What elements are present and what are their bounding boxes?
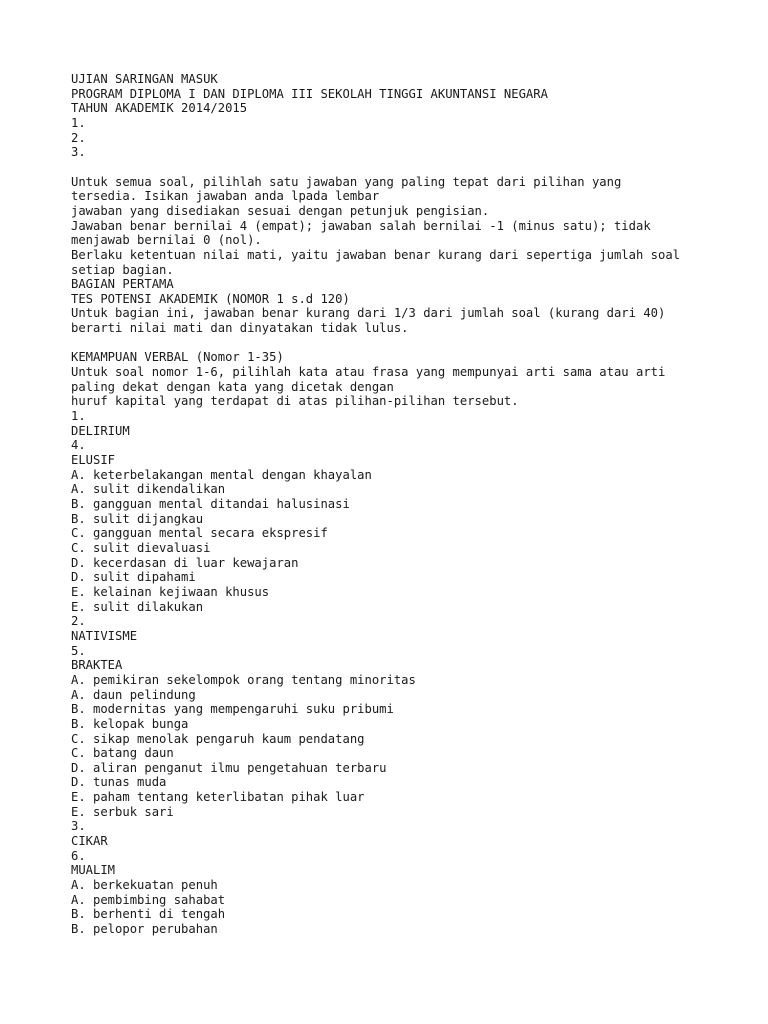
instruction-line: BAGIAN PERTAMA bbox=[71, 277, 174, 292]
question-line: C. sulit dievaluasi bbox=[71, 540, 211, 555]
question-line: E. serbuk sari bbox=[71, 804, 174, 819]
question-line: DELIRIUM bbox=[71, 423, 130, 438]
question-line: D. kecerdasan di luar kewajaran bbox=[71, 555, 299, 570]
question-line: B. pelopor perubahan bbox=[71, 922, 218, 937]
instruction-line: Untuk bagian ini, jawaban benar kurang dari 1/3 dari jumlah soal (kurang dari 40) bbox=[71, 306, 666, 321]
instruction-line: Untuk semua soal, pilihlah satu jawaban yang paling tepat dari pilihan yang bbox=[71, 174, 622, 189]
instruction-line: Jawaban benar bernilai 4 (empat); jawaban salah bernilai -1 (minus satu); tidak bbox=[71, 218, 651, 233]
question-line: 3. bbox=[71, 819, 86, 834]
question-line: C. gangguan mental secara ekspresif bbox=[71, 526, 328, 541]
question-line: A. keterbelakangan mental dengan khayalan bbox=[71, 467, 372, 482]
question-line: 5. bbox=[71, 643, 86, 658]
blank-line bbox=[71, 160, 711, 175]
verbal-section bbox=[71, 350, 711, 936]
question-line: B. gangguan mental ditandai halusinasi bbox=[71, 497, 350, 511]
question-line: huruf kapital yang terdapat di atas pilihan-pilihan tersebut. bbox=[71, 394, 519, 409]
exam-header bbox=[71, 72, 711, 160]
header-line: TAHUN AKADEMIK 2014/2015 bbox=[71, 101, 248, 116]
instruction-line: jawaban yang disediakan sesuai dengan petunjuk pengisian. bbox=[71, 203, 490, 218]
exam-instructions bbox=[71, 175, 711, 336]
question-line: C. sikap menolak pengaruh kaum pendatang bbox=[71, 731, 365, 746]
question-line: CIKAR bbox=[71, 834, 108, 849]
question-line: 6. bbox=[71, 848, 86, 863]
header-line: UJIAN SARINGAN MASUK bbox=[71, 72, 218, 86]
question-line: paling dekat dengan kata yang dicetak dengan bbox=[71, 379, 394, 394]
document-page bbox=[71, 72, 711, 937]
header-line: 1. bbox=[71, 115, 86, 130]
question-line: D. tunas muda bbox=[71, 775, 167, 790]
header-line: PROGRAM DIPLOMA I DAN DIPLOMA III SEKOLAH TINGGI AKUNTANSI NEGARA bbox=[71, 86, 548, 101]
header-line: 2. bbox=[71, 130, 86, 145]
instruction-line: setiap bagian. bbox=[71, 262, 174, 277]
question-line: B. modernitas yang mempengaruhi suku pribumi bbox=[71, 702, 394, 717]
question-line: A. pembimbing sahabat bbox=[71, 892, 226, 907]
question-line: C. batang daun bbox=[71, 746, 174, 761]
question-line: A. daun pelindung bbox=[71, 687, 196, 702]
question-line: ELUSIF bbox=[71, 453, 116, 468]
question-line: 1. bbox=[71, 409, 86, 424]
instruction-line: Berlaku ketentuan nilai mati, yaitu jawaban benar kurang dari sepertiga jumlah soal bbox=[71, 247, 681, 262]
question-line: BRAKTEA bbox=[71, 658, 123, 673]
question-line: Untuk soal nomor 1-6, pilihlah kata atau frasa yang mempunyai arti sama atau arti bbox=[71, 365, 666, 380]
question-line: NATIVISME bbox=[71, 628, 138, 643]
question-line: MUALIM bbox=[71, 863, 116, 878]
question-line: KEMAMPUAN VERBAL (Nomor 1-35) bbox=[71, 350, 284, 365]
blank-line bbox=[71, 336, 711, 351]
question-line: B. kelopak bunga bbox=[71, 716, 189, 731]
question-line: A. berkekuatan penuh bbox=[71, 878, 218, 893]
instruction-line: tersedia. Isikan jawaban anda lpada lembar bbox=[71, 189, 380, 204]
question-line: E. kelainan kejiwaan khusus bbox=[71, 584, 270, 599]
instruction-line: TES POTENSI AKADEMIK (NOMOR 1 s.d 120) bbox=[71, 291, 350, 306]
question-line: B. sulit dijangkau bbox=[71, 511, 204, 526]
question-line: D. aliran penganut ilmu pengetahuan terbaru bbox=[71, 760, 387, 775]
instruction-line: berarti nilai mati dan dinyatakan tidak lulus. bbox=[71, 321, 409, 336]
header-line: 3. bbox=[71, 145, 86, 160]
question-line: 2. bbox=[71, 614, 86, 629]
question-line: A. sulit dikendalikan bbox=[71, 482, 226, 497]
instruction-line: menjawab bernilai 0 (nol). bbox=[71, 233, 262, 248]
question-line: 4. bbox=[71, 438, 86, 453]
question-line: B. berhenti di tengah bbox=[71, 907, 226, 922]
question-line: E. sulit dilakukan bbox=[71, 599, 204, 614]
question-line: E. paham tentang keterlibatan pihak luar bbox=[71, 790, 365, 805]
question-line: A. pemikiran sekelompok orang tentang minoritas bbox=[71, 672, 416, 687]
question-line: D. sulit dipahami bbox=[71, 570, 196, 585]
